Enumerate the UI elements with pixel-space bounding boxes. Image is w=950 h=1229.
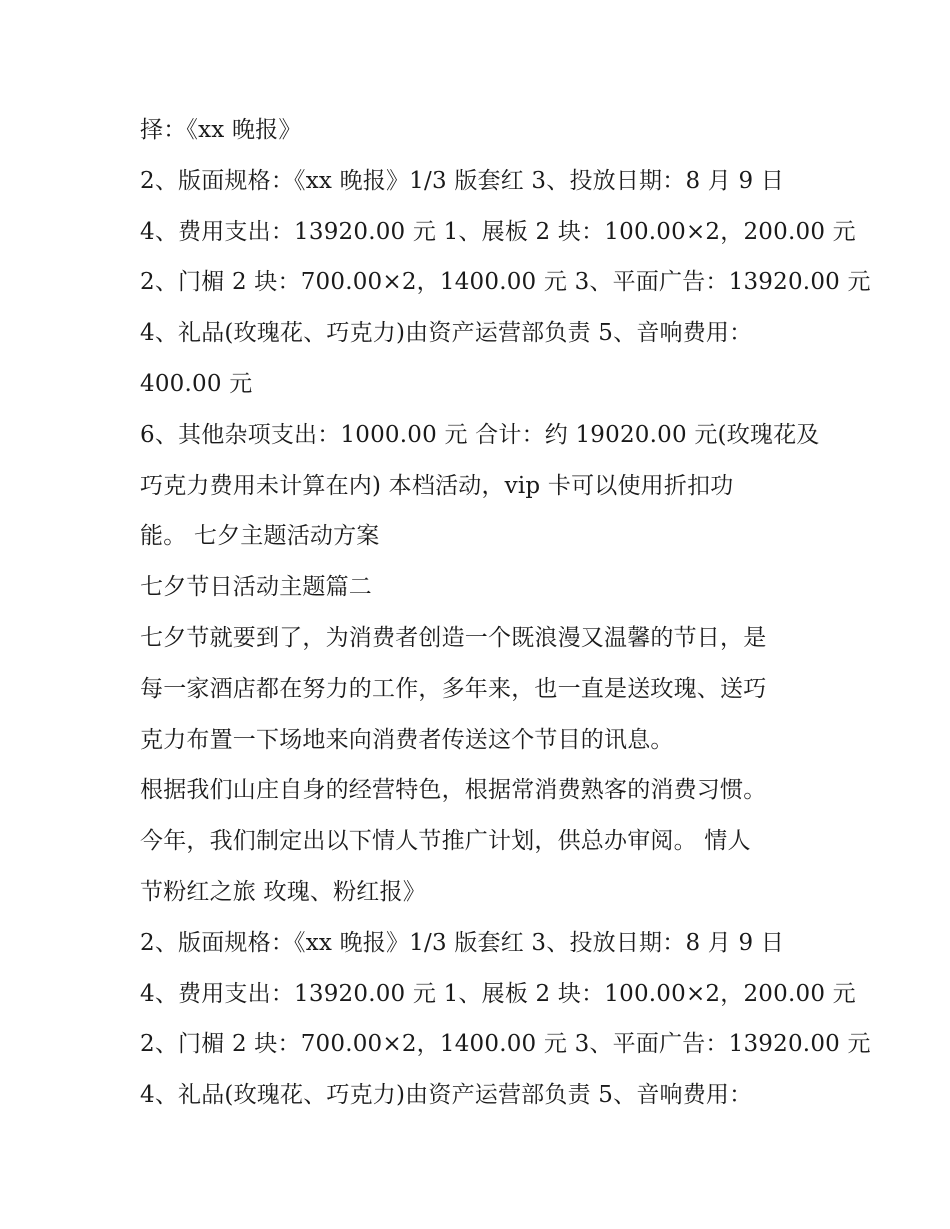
text-line: 每一家酒店都在努力的工作，多年来，也一直是送玫瑰、送巧 (140, 675, 767, 702)
text-line: 6、其他杂项支出：1000.00 元 合计：约 19020.00 元(玫瑰花及 (140, 421, 820, 448)
section-heading: 七夕节日活动主题篇二 (140, 574, 372, 601)
text-line: 4、礼品(玫瑰花、巧克力)由资产运营部负责 5、音响费用： (140, 320, 753, 347)
text-line: 2、门楣 2 块：700.00×2，1400.00 元 3、平面广告：13920.00 元 (140, 1031, 871, 1058)
text-line: 400.00 元 (140, 370, 253, 397)
text-line: 七夕节就要到了，为消费者创造一个既浪漫又温馨的节日，是 (140, 624, 767, 651)
text-line: 能。 七夕主题活动方案 (140, 523, 380, 550)
text-line: 4、费用支出：13920.00 元 1、展板 2 块：100.00×2，200.00 元 (140, 980, 856, 1007)
text-line: 巧克力费用未计算在内) 本档活动，vip 卡可以使用折扣功 (140, 472, 734, 499)
text-line: 根据我们山庄自身的经营特色，根据常消费熟客的消费习惯。 (140, 777, 767, 804)
text-line: 4、礼品(玫瑰花、巧克力)由资产运营部负责 5、音响费用： (140, 1082, 753, 1109)
text-line: 节粉红之旅 玫瑰、粉红报》 (140, 878, 426, 905)
text-line: 2、版面规格：《xx 晚报》1/3 版套红 3、投放日期：8 月 9 日 (140, 929, 785, 956)
document-body (140, 108, 871, 1124)
text-line: 克力布置一下场地来向消费者传送这个节目的讯息。 (140, 726, 674, 753)
text-line: 4、费用支出：13920.00 元 1、展板 2 块：100.00×2，200.00 元 (140, 218, 856, 245)
text-line: 2、版面规格：《xx 晚报》1/3 版套红 3、投放日期：8 月 9 日 (140, 167, 785, 194)
text-line: 2、门楣 2 块：700.00×2，1400.00 元 3、平面广告：13920.00 元 (140, 269, 871, 296)
text-line: 择：《xx 晚报》 (140, 117, 302, 143)
text-line: 今年，我们制定出以下情人节推广计划，供总办审阅。 情人 (140, 828, 751, 855)
